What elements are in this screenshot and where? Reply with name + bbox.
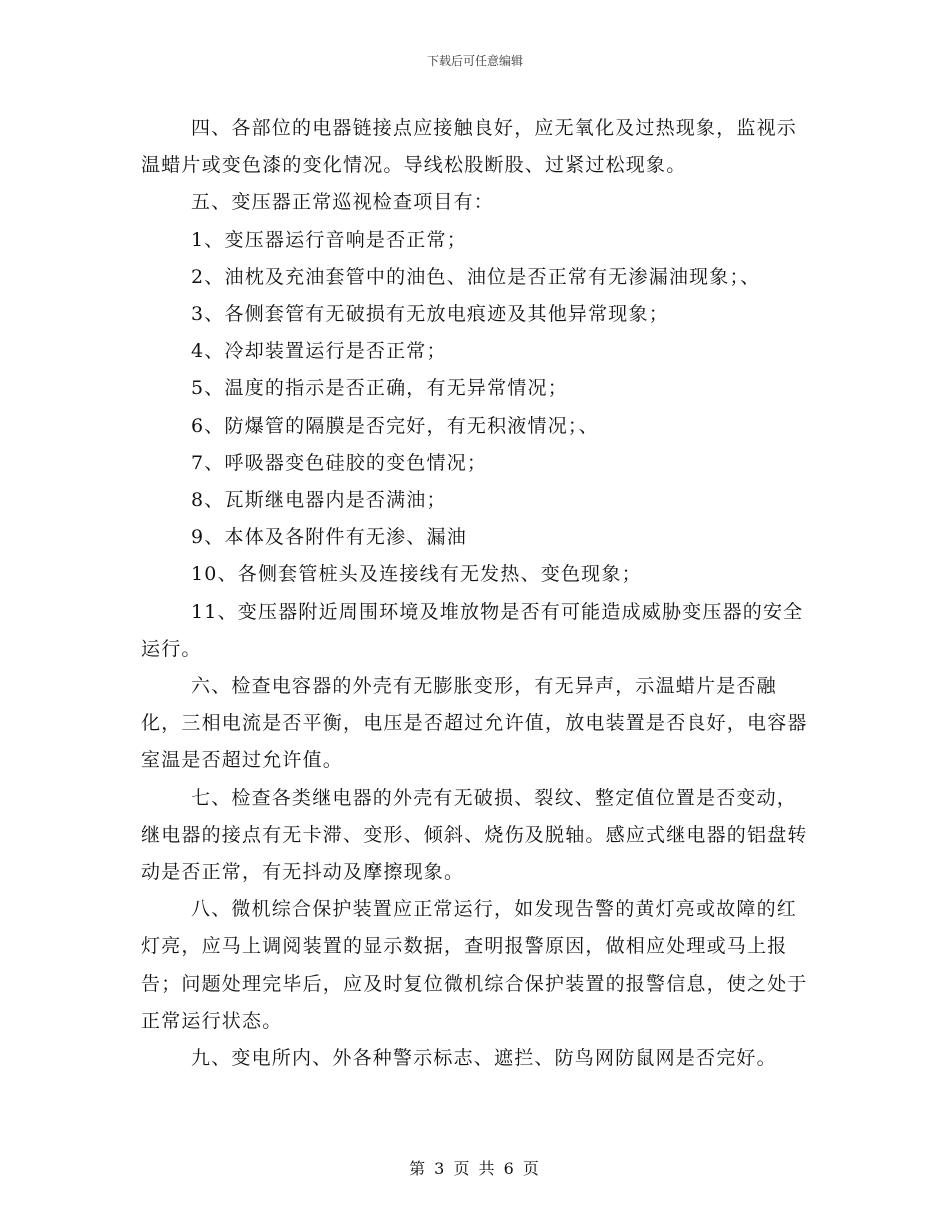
document-body bbox=[141, 110, 809, 1077]
page-number: 第 3 页 共 6 页 bbox=[409, 1159, 541, 1178]
list-item-10: 10、各侧套管桩头及连接线有无发热、变色现象； bbox=[191, 563, 642, 586]
list-item-11: 11、变压器附近周围环境及堆放物是否有可能造成威胁变压器的安全运行。 bbox=[141, 600, 804, 660]
list-item-7: 7、呼吸器变色硅胶的变色情况； bbox=[191, 451, 488, 474]
page-header: 下载后可任意编辑 bbox=[426, 54, 523, 68]
paragraph-6: 六、检查电容器的外壳有无膨胀变形，有无异声，示温蜡片是否融化，三相电流是否平衡，电压是否超过允许值，放电装置是否良好，电容器室温是否超过允许值。 bbox=[141, 675, 808, 772]
list-item-4: 4、冷却装置运行是否正常； bbox=[191, 340, 447, 363]
paragraph-5: 五、变压器正常巡视检查项目有： bbox=[191, 191, 495, 214]
list-item-5: 5、温度的指示是否正确，有无异常情况； bbox=[191, 377, 568, 400]
list-item-9: 9、本体及各附件有无渗、漏油 bbox=[191, 526, 467, 549]
list-item-8: 8、瓦斯继电器内是否满油； bbox=[191, 489, 447, 512]
list-item-2: 2、油枕及充油套管中的油色、油位是否正常有无渗漏油现象；、 bbox=[191, 265, 761, 288]
list-item-6: 6、防爆管的隔膜是否完好，有无积液情况；、 bbox=[191, 414, 599, 437]
paragraph-8: 八、微机综合保护装置应正常运行，如发现告警的黄灯亮或故障的红灯亮，应马上调阅装置的显示数据，查明报警原因，做相应处理或马上报告；问题处理完毕后，应及时复位微机综合保护装置的报警信息，使之处于正常运行状态。 bbox=[141, 898, 808, 1032]
paragraph-9: 九、变电所内、外各种警示标志、遮拦、防鸟网防鼠网是否完好。 bbox=[191, 1047, 777, 1070]
list-item-1: 1、变压器运行音响是否正常； bbox=[191, 228, 467, 251]
paragraph-4: 四、各部位的电器链接点应接触良好，应无氧化及过热现象，监视示温蜡片或变色漆的变化情况。导线松股断股、过紧过松现象。 bbox=[141, 117, 798, 177]
paragraph-7: 七、检查各类继电器的外壳有无破损、裂纹、整定值位置是否变动，继电器的接点有无卡滞、变形、倾斜、烧伤及脱轴。感应式继电器的铝盘转动是否正常，有无抖动及摩擦现象。 bbox=[141, 786, 808, 884]
list-item-3: 3、各侧套管有无破损有无放电痕迹及其他异常现象； bbox=[191, 303, 669, 326]
